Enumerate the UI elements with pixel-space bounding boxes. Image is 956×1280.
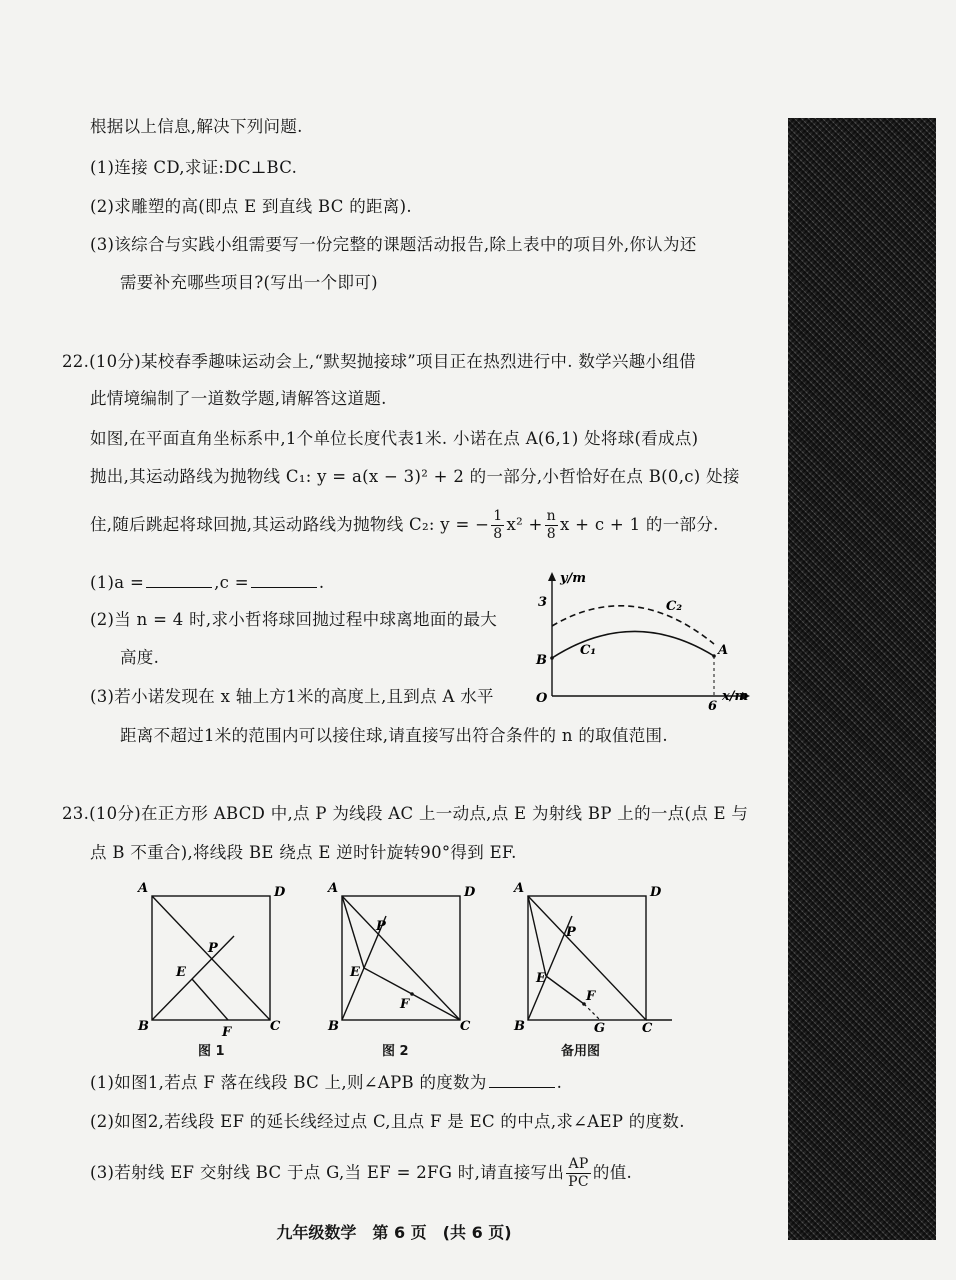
curve-c2	[552, 606, 714, 644]
fraction-n-eighth	[545, 508, 558, 543]
q22-number: 22.	[62, 352, 90, 371]
q22-part2-line1: (2)当 n = 4 时,求小哲将球回抛过程中球离地面的最大	[90, 610, 498, 629]
curve-c1	[552, 631, 714, 658]
q22-line5-a: 住,随后跳起将球回抛,其运动路线为抛物线 C₂: y = −	[90, 515, 490, 534]
scan-noise-strip	[788, 118, 936, 1240]
label-f: F	[586, 989, 596, 1004]
label-c: C	[270, 1019, 281, 1034]
q23-part1-text: (1)如图1,若点 F 落在线段 BC 上,则∠APB 的度数为	[90, 1073, 487, 1092]
fraction-denominator: 8	[493, 526, 503, 542]
label-e: E	[176, 965, 186, 980]
fraction-denominator: PC	[568, 1174, 589, 1190]
label-c: C	[642, 1021, 653, 1036]
segment-ef	[546, 976, 584, 1004]
q22-part3-line1: (3)若小诺发现在 x 轴上方1米的高度上,且到点 A 水平	[90, 687, 494, 706]
q22-part1-c-label: ,c =	[214, 573, 249, 592]
point-a-dot	[712, 654, 716, 658]
label-p: P	[208, 941, 218, 956]
ray-bp	[152, 936, 234, 1020]
q22-line5-b: x² +	[506, 515, 543, 534]
x-axis-label: x/m	[722, 689, 749, 704]
point-b-label: B	[536, 653, 547, 668]
y-tick-3: 3	[538, 595, 548, 610]
q22-line2: 此情境编制了一道数学题,请解答这道题.	[90, 389, 387, 408]
curve-c2-label: C₂	[666, 599, 683, 614]
q21-part1: (1)连接 CD,求证:DC⊥BC.	[90, 158, 298, 177]
q21-part3-line1: (3)该综合与实践小组需要写一份完整的课题活动报告,除上表中的项目外,你认为还	[90, 235, 697, 254]
figure1-caption: 图 1	[198, 1044, 225, 1059]
q23-figure1	[132, 876, 292, 1042]
q23-line1	[62, 803, 748, 825]
label-a: A	[138, 881, 149, 896]
q23-part3	[90, 1156, 632, 1191]
point-f-dot	[410, 992, 414, 996]
q22-part1	[90, 572, 324, 594]
fraction-numerator: 1	[493, 508, 503, 524]
point-a-label: A	[718, 643, 729, 658]
q21-part3-line2: 需要补充哪些项目?(写出一个即可)	[120, 273, 378, 292]
page-footer: 九年级数学 第 6 页 (共 6 页)	[276, 1223, 512, 1242]
ray-fg	[584, 1004, 600, 1020]
q22-stem-line1: (10分)某校春季趣味运动会上,“默契抛接球”项目正在热烈进行中. 数学兴趣小组借	[89, 352, 696, 371]
label-e: E	[350, 965, 360, 980]
segment-ef	[192, 979, 228, 1020]
answer-blank-angle-apb[interactable]	[489, 1073, 555, 1088]
label-b: B	[328, 1019, 339, 1034]
q21-part2: (2)求雕塑的高(即点 E 到直线 BC 的距离).	[90, 197, 412, 216]
label-a: A	[328, 881, 339, 896]
q23-part2: (2)如图2,若线段 EF 的延长线经过点 C,且点 F 是 EC 的中点,求∠AEP 的度数.	[90, 1112, 685, 1131]
label-d: D	[650, 885, 662, 900]
point-b-dot	[550, 656, 554, 660]
label-b: B	[138, 1019, 149, 1034]
q22-line3: 如图,在平面直角坐标系中,1个单位长度代表1米. 小诺在点 A(6,1) 处将球(看成点)	[90, 429, 699, 448]
fraction-one-eighth	[491, 508, 504, 543]
answer-blank-a[interactable]	[146, 573, 212, 588]
q23-stem-line1: (10分)在正方形 ABCD 中,点 P 为线段 AC 上一动点,点 E 为射线 BP 上的一点(点 E 与	[89, 804, 749, 823]
label-f: F	[400, 997, 410, 1012]
label-g: G	[594, 1021, 606, 1036]
q21-intro: 根据以上信息,解决下列问题.	[90, 117, 303, 136]
label-a: A	[514, 881, 525, 896]
q22-part2-line2: 高度.	[120, 648, 160, 667]
q22-line5	[90, 508, 719, 543]
label-p: P	[376, 919, 386, 934]
q23-backup-figure	[508, 876, 688, 1042]
q22-part1-a-label: (1)a =	[90, 573, 145, 592]
q23-figure2	[322, 876, 482, 1042]
curve-c1-label: C₁	[580, 643, 597, 658]
q22-part1-end: .	[318, 573, 325, 592]
y-axis-arrow	[548, 572, 556, 581]
label-d: D	[274, 885, 286, 900]
origin-label: O	[536, 691, 548, 706]
fraction-numerator: n	[546, 508, 556, 524]
label-b: B	[514, 1019, 525, 1034]
label-f: F	[222, 1025, 232, 1040]
q22-line1	[62, 351, 696, 373]
answer-blank-c[interactable]	[251, 573, 317, 588]
q23-part1	[90, 1072, 562, 1094]
q22-line4: 抛出,其运动路线为抛物线 C₁: y = a(x − 3)² + 2 的一部分,小哲恰好在点 B(0,c) 处接	[90, 467, 740, 486]
backup-figure-caption: 备用图	[561, 1044, 601, 1059]
fraction-numerator: AP	[568, 1156, 589, 1172]
q23-number: 23.	[62, 804, 90, 823]
x-tick-6: 6	[708, 699, 718, 712]
q23-part1-end: .	[556, 1073, 563, 1092]
q22-line5-c: x + c + 1 的一部分.	[560, 515, 719, 534]
q23-part3-end: 的值.	[592, 1163, 633, 1182]
figure2-caption: 图 2	[382, 1044, 409, 1059]
q23-line2: 点 B 不重合),将线段 BE 绕点 E 逆时针旋转90°得到 EF.	[90, 843, 517, 862]
q23-part3-text: (3)若射线 EF 交射线 BC 于点 G,当 EF = 2FG 时,请直接写出	[90, 1163, 565, 1182]
q22-parabola-graph	[528, 566, 756, 712]
label-p: P	[566, 925, 576, 940]
label-c: C	[460, 1019, 471, 1034]
fraction-denominator: 8	[546, 526, 556, 542]
fraction-ap-pc	[566, 1156, 591, 1191]
y-axis-label: y/m	[560, 571, 587, 586]
label-d: D	[464, 885, 476, 900]
label-e: E	[536, 971, 546, 986]
q22-part3-line2: 距离不超过1米的范围内可以接住球,请直接写出符合条件的 n 的取值范围.	[120, 726, 668, 745]
segment-ae	[528, 896, 546, 976]
